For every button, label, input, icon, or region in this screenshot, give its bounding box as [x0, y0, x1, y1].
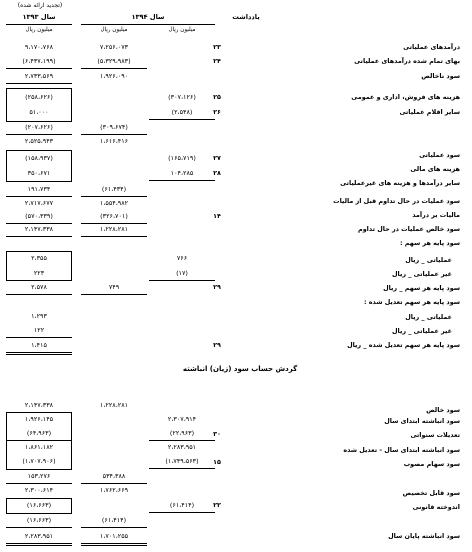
- row-label: سود قابل تخصیص: [402, 489, 460, 497]
- total-line: [6, 354, 72, 355]
- row-value-1394: ۱،۹۲۶،۰۹۰: [99, 72, 129, 80]
- row-note: ۱۴: [213, 212, 221, 220]
- row-value-1393: (۱۶،۶۶۳): [26, 501, 52, 509]
- subtotal-line: [6, 196, 72, 197]
- row-value-1393: (۱۵۸،۹۳۷): [25, 154, 53, 162]
- row-value-1393: ۱،۴۱۵: [31, 341, 47, 349]
- row-value-1394: ۵۳۴،۳۸۸: [102, 472, 126, 480]
- row-label: اندوخته قانونی: [412, 503, 460, 511]
- row-value-1394: (۶۱،۴۳۴): [101, 185, 127, 193]
- row-value-1393: ۲،۱۴۷،۳۳۸: [24, 401, 54, 409]
- note-column-header: یادداشت: [232, 13, 260, 21]
- subtotal-line: [6, 223, 72, 224]
- row-value-1393: (۱،۷۰۷،۹۰۶): [22, 457, 56, 465]
- row-note: ۲۶: [213, 108, 221, 116]
- row-value-detail: ۲،۲۸۳،۹۵۱: [167, 443, 197, 451]
- row-note: ۲۲: [213, 501, 221, 509]
- row-value-1393: (۶۴،۹۶۳): [26, 429, 52, 437]
- row-note: ۲۸: [213, 169, 221, 177]
- subtotal-line: [6, 294, 72, 295]
- row-note: ۲۹: [213, 341, 221, 349]
- row-value-detail: (۳۰۷،۱۲۶): [168, 93, 196, 101]
- row-value-1393: ۲،۲۸۳،۹۵۱: [24, 532, 54, 540]
- total-line: [81, 545, 147, 546]
- unit-label-c1: میلیون ریال: [25, 27, 53, 33]
- row-label: سود عملیات در حال تداوم قبل از مالیات: [333, 197, 460, 205]
- row-note: ۲۵: [213, 93, 221, 101]
- row-value-1393: ۱،۹۲۶،۱۴۵: [24, 415, 54, 423]
- row-note: ۲۴: [213, 57, 221, 65]
- row-value-1393: ۱،۲۹۳: [31, 312, 47, 320]
- subtotal-line: [149, 512, 215, 513]
- row-value-detail: (۲،۵۴۸): [171, 108, 193, 116]
- row-value-1393: ۵۱،۰۰۰: [29, 108, 49, 116]
- row-value-1393: ۲۲۳: [33, 269, 45, 277]
- row-value-1393: ۳۵۰،۶۷۱: [27, 169, 51, 177]
- subtotal-line: [6, 483, 72, 484]
- row-value-1394: ۱،۲۲۸،۲۸۱: [99, 225, 129, 233]
- subtotal-line: [6, 440, 72, 441]
- subtotal-line: [6, 68, 72, 69]
- row-label: عملیاتی _ ریال: [405, 256, 452, 264]
- subtotal-line: [81, 134, 147, 135]
- row-value-1393: (۶،۴۳۷،۱۹۹): [22, 57, 56, 65]
- row-value-detail: (۱۷): [176, 269, 188, 277]
- subtotal-line: [6, 527, 72, 528]
- row-note: ۳۰: [213, 430, 221, 438]
- row-value-1393: ۲،۷۱۷،۶۷۷: [24, 199, 54, 207]
- row-label: غیر عملیاتی _ ریال: [392, 270, 452, 278]
- restated-note: (تجدید ارائه شده): [17, 2, 63, 9]
- row-label: سایر درآمدها و هزینه های غیرعملیاتی: [340, 179, 460, 187]
- row-value-1394: ۱،۲۲۸،۲۸۱: [99, 401, 129, 409]
- row-label: سود عملیاتی: [419, 151, 460, 159]
- subtotal-line: [6, 134, 72, 135]
- total-line: [6, 543, 72, 544]
- row-value-1394: (۳۰۹،۶۷۴): [100, 123, 128, 131]
- row-value-1394: ۱،۵۵۴،۹۸۲: [99, 199, 129, 207]
- unit-label-c2: میلیون ریال: [100, 27, 128, 33]
- row-label: سود خالص: [426, 406, 460, 414]
- header-underline-1394: [81, 24, 215, 25]
- column-header-1393: سال ۱۳۹۳: [22, 13, 56, 21]
- subtotal-line: [149, 440, 215, 441]
- row-note: ۲۳: [213, 43, 221, 51]
- row-value-detail: ۷۶۶: [176, 254, 188, 262]
- row-value-1394: ۷،۲۵۶،۰۷۳: [99, 43, 129, 51]
- subtotal-line: [149, 468, 215, 469]
- row-label: سایر اقلام عملیاتی: [399, 108, 460, 116]
- row-value-1393: ۲،۳۵۵: [31, 254, 47, 262]
- row-value-1394: (۵،۳۲۹،۹۸۳): [97, 57, 131, 65]
- row-label: سود پایه هر سهم تعدیل شده _ ریال: [347, 341, 460, 349]
- subtotal-line: [81, 68, 147, 69]
- subtotal-line: [81, 223, 147, 224]
- row-label: سود سهام مصوب: [403, 460, 460, 468]
- column-header-1394: سال ۱۳۹۴: [131, 13, 165, 21]
- row-label: سود پایه هر سهم تعدیل شده :: [363, 298, 460, 306]
- row-label: سود انباشته ابتدای سال: [384, 417, 460, 425]
- row-value-1393: ۲،۷۳۳،۵۶۹: [24, 72, 54, 80]
- row-value-1394: ۷۴۹: [108, 283, 120, 291]
- subtotal-line: [81, 236, 147, 237]
- row-value-1393: ۱۹۱،۷۳۴: [27, 185, 51, 193]
- row-value-1394: ۱،۷۶۲،۶۶۹: [99, 486, 129, 494]
- row-value-1393: ۱،۸۶۱،۱۸۲: [24, 443, 54, 451]
- row-value-1394: ۱،۶۱۶،۴۱۶: [99, 137, 129, 145]
- row-label: عملیاتی _ ریال: [405, 313, 452, 321]
- row-value-1393: ۲،۱۴۷،۳۳۸: [24, 225, 54, 233]
- row-value-1393: (۲۵۸،۶۲۶): [25, 93, 53, 101]
- subtotal-line: [6, 337, 72, 338]
- row-label: سود پایه هر سهم :: [399, 239, 460, 247]
- retained-earnings-title: گردش حساب سود (زیان) انباشته: [182, 365, 298, 373]
- subtotal-line: [81, 483, 147, 484]
- row-label: هزینه های مالی: [410, 165, 460, 173]
- row-label: سود انباشته ابتدای سال - تعدیل شده: [343, 446, 460, 454]
- row-value-detail: (۱۶۵،۷۱۹): [168, 154, 196, 162]
- subtotal-line: [81, 294, 147, 295]
- row-label: سود پایه هر سهم _ ریال: [383, 284, 460, 292]
- row-value-1393: ۹،۱۷۰،۷۶۸: [24, 43, 54, 51]
- row-value-1393: (۱۶،۶۶۳): [26, 516, 52, 524]
- row-value-detail: (۶۱،۴۱۴): [169, 501, 195, 509]
- row-note: ۱۵: [213, 458, 221, 466]
- row-value-detail: ۱۰۴،۲۸۵: [170, 169, 194, 177]
- row-value-1393: ۱۵۳،۲۷۶: [27, 472, 51, 480]
- total-line: [6, 545, 72, 546]
- row-label: بهای تمام شده درآمدهای عملیاتی: [354, 57, 460, 65]
- subtotal-line: [149, 180, 215, 181]
- header-underline-1393: [6, 24, 72, 25]
- row-value-1393: (۲۰۷،۶۲۶): [25, 123, 53, 131]
- row-label: سود خالص عملیات در حال تداوم: [358, 225, 460, 233]
- row-label: هزینه های فروش، اداری و عمومی: [351, 93, 460, 101]
- row-value-1393: ۱۲۲: [33, 326, 45, 334]
- row-label: سود انباشته پایان سال: [388, 532, 460, 540]
- row-value-1393: (۵۷۰،۳۳۹): [25, 212, 53, 220]
- row-note: ۲۷: [213, 154, 221, 162]
- subtotal-line: [81, 527, 147, 528]
- row-label: درآمدهای عملیاتی: [403, 43, 460, 51]
- total-line: [6, 352, 72, 353]
- row-value-1394: (۶۱،۴۱۴): [101, 516, 127, 524]
- row-value-1393: ۲،۵۷۸: [31, 283, 47, 291]
- row-label: مالیات بر درآمد: [412, 211, 460, 219]
- row-label: غیر عملیاتی _ ریال: [392, 327, 452, 335]
- row-value-1393: ۲،۳۰۰،۶۱۴: [24, 486, 54, 494]
- row-value-1394: ۱،۷۰۱،۲۵۵: [99, 532, 129, 540]
- subtotal-line: [6, 83, 72, 84]
- row-label: تعدیلات سنواتی: [410, 431, 460, 439]
- subtotal-line: [149, 119, 215, 120]
- subtotal-line: [149, 280, 215, 281]
- total-line: [81, 543, 147, 544]
- row-value-1394: (۳۲۶،۷۰۱): [100, 212, 128, 220]
- row-label: سود ناخالص: [421, 72, 460, 80]
- unit-label-c3: میلیون ریال: [168, 27, 196, 33]
- row-value-detail: ۲،۳۰۷،۹۱۴: [167, 415, 197, 423]
- row-value-1393: ۲،۵۲۵،۹۴۳: [24, 137, 54, 145]
- subtotal-line: [6, 236, 72, 237]
- row-value-detail: (۱،۷۴۹،۵۶۳): [165, 457, 199, 465]
- row-note: ۲۹: [213, 283, 221, 291]
- row-value-detail: (۲۲،۹۶۳): [169, 429, 195, 437]
- subtotal-line: [81, 196, 147, 197]
